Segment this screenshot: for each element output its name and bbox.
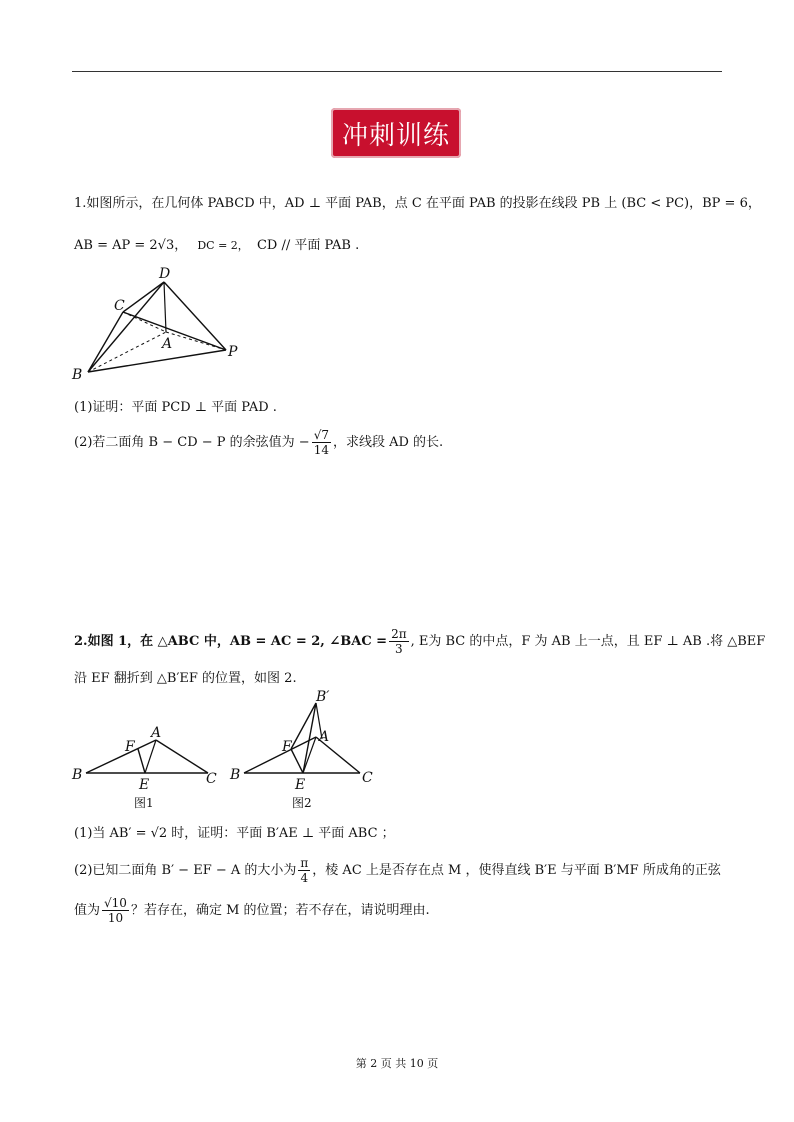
- fig2-label-C: C: [362, 770, 373, 786]
- problem1-given-ab: AB = AP = 2√3，: [74, 238, 188, 253]
- problem2-line2: 沿 EF 翻折到 △B′EF 的位置，如图 2.: [74, 671, 297, 686]
- section-banner: [331, 108, 461, 158]
- problem2-q2-prefix: (2)已知二面角 B′ − EF − A 的大小为: [74, 863, 297, 878]
- label-A: A: [162, 336, 173, 352]
- frac-num: √7: [313, 428, 329, 442]
- fig1-label-C: C: [206, 771, 217, 787]
- problem1-line2: [74, 234, 359, 253]
- fraction-sqrt7-over-14: [312, 428, 331, 457]
- fig1-label-A: A: [151, 725, 162, 741]
- fig1-caption: 图1: [134, 796, 154, 810]
- problem1-given-dc: DC = 2，: [197, 239, 249, 252]
- problem1-line1: 1.如图所示，在几何体 PABCD 中，AD ⊥ 平面 PAB，点 C 在平面 PAB 的投影在线段 PB 上 (BC < PC)，BP = 6，: [74, 196, 761, 211]
- label-B: B: [72, 367, 83, 383]
- fraction-pi-over-4: [298, 856, 310, 885]
- fig2-label-A: A: [319, 729, 330, 745]
- problem2-line1-suffix: , E为 BC 的中点，F 为 AB 上一点，且 EF ⊥ AB .将 △BEF: [410, 634, 766, 649]
- banner-title: 冲刺训练: [341, 120, 450, 151]
- label-D: D: [159, 266, 171, 282]
- fraction-2pi-over-3: [389, 627, 409, 656]
- problem2-q2-line2: [74, 896, 430, 925]
- frac-num: π: [300, 856, 309, 870]
- fig2-label-F: F: [282, 739, 292, 755]
- fig1-label-E: E: [139, 777, 150, 793]
- fig2-label-Bprime: B′: [316, 689, 330, 705]
- problem1-figure: [66, 262, 256, 387]
- frac-num: 2π: [391, 627, 407, 641]
- problem2-q2: [74, 856, 721, 885]
- frac-den: 3: [395, 642, 403, 656]
- problem1-q2-prefix: (2)若二面角 B − CD − P 的余弦值为 −: [74, 435, 310, 450]
- problem2-figure2: [226, 685, 386, 815]
- label-P: P: [228, 344, 238, 360]
- problem2-line1: [74, 627, 765, 656]
- problem2-figure1: [68, 725, 228, 815]
- problem2-q2-line2-prefix: 值为: [74, 903, 101, 918]
- page-footer: 第 2 页 共 10 页: [355, 1057, 439, 1070]
- problem2-q1: (1)当 AB′ = √2 时，证明：平面 B′AE ⊥ 平面 ABC ；: [74, 826, 395, 841]
- problem2-q2-suffix: ，棱 AC 上是否存在点 M ，使得直线 B′E 与平面 B′MF 所成角的正弦: [312, 863, 721, 878]
- problem1-q1: (1)证明：平面 PCD ⊥ 平面 PAD .: [74, 400, 277, 415]
- frac-den: 10: [107, 911, 124, 925]
- frac-den: 14: [313, 443, 329, 457]
- fig2-label-E: E: [295, 777, 306, 793]
- fig1-label-F: F: [125, 739, 135, 755]
- fig2-label-B: B: [230, 767, 241, 783]
- problem1-q2: [74, 428, 443, 457]
- frac-den: 4: [300, 871, 309, 885]
- problem1-q2-suffix: ，求线段 AD 的长.: [332, 435, 444, 450]
- fig1-label-B: B: [72, 767, 83, 783]
- problem2-line1-prefix: 2.如图 1，在 △ABC 中，AB = AC = 2, ∠BAC =: [74, 634, 388, 649]
- problem1-given-cd: CD // 平面 PAB .: [256, 238, 360, 253]
- label-C: C: [114, 298, 125, 314]
- problem2-q2-line2-suffix: ？若存在，确定 M 的位置；若不存在，请说明理由.: [130, 903, 430, 918]
- frac-num: √10: [104, 896, 127, 910]
- top-rule: [72, 71, 722, 72]
- fig2-caption: 图2: [292, 796, 312, 810]
- fraction-sqrt10-over-10: [102, 896, 129, 925]
